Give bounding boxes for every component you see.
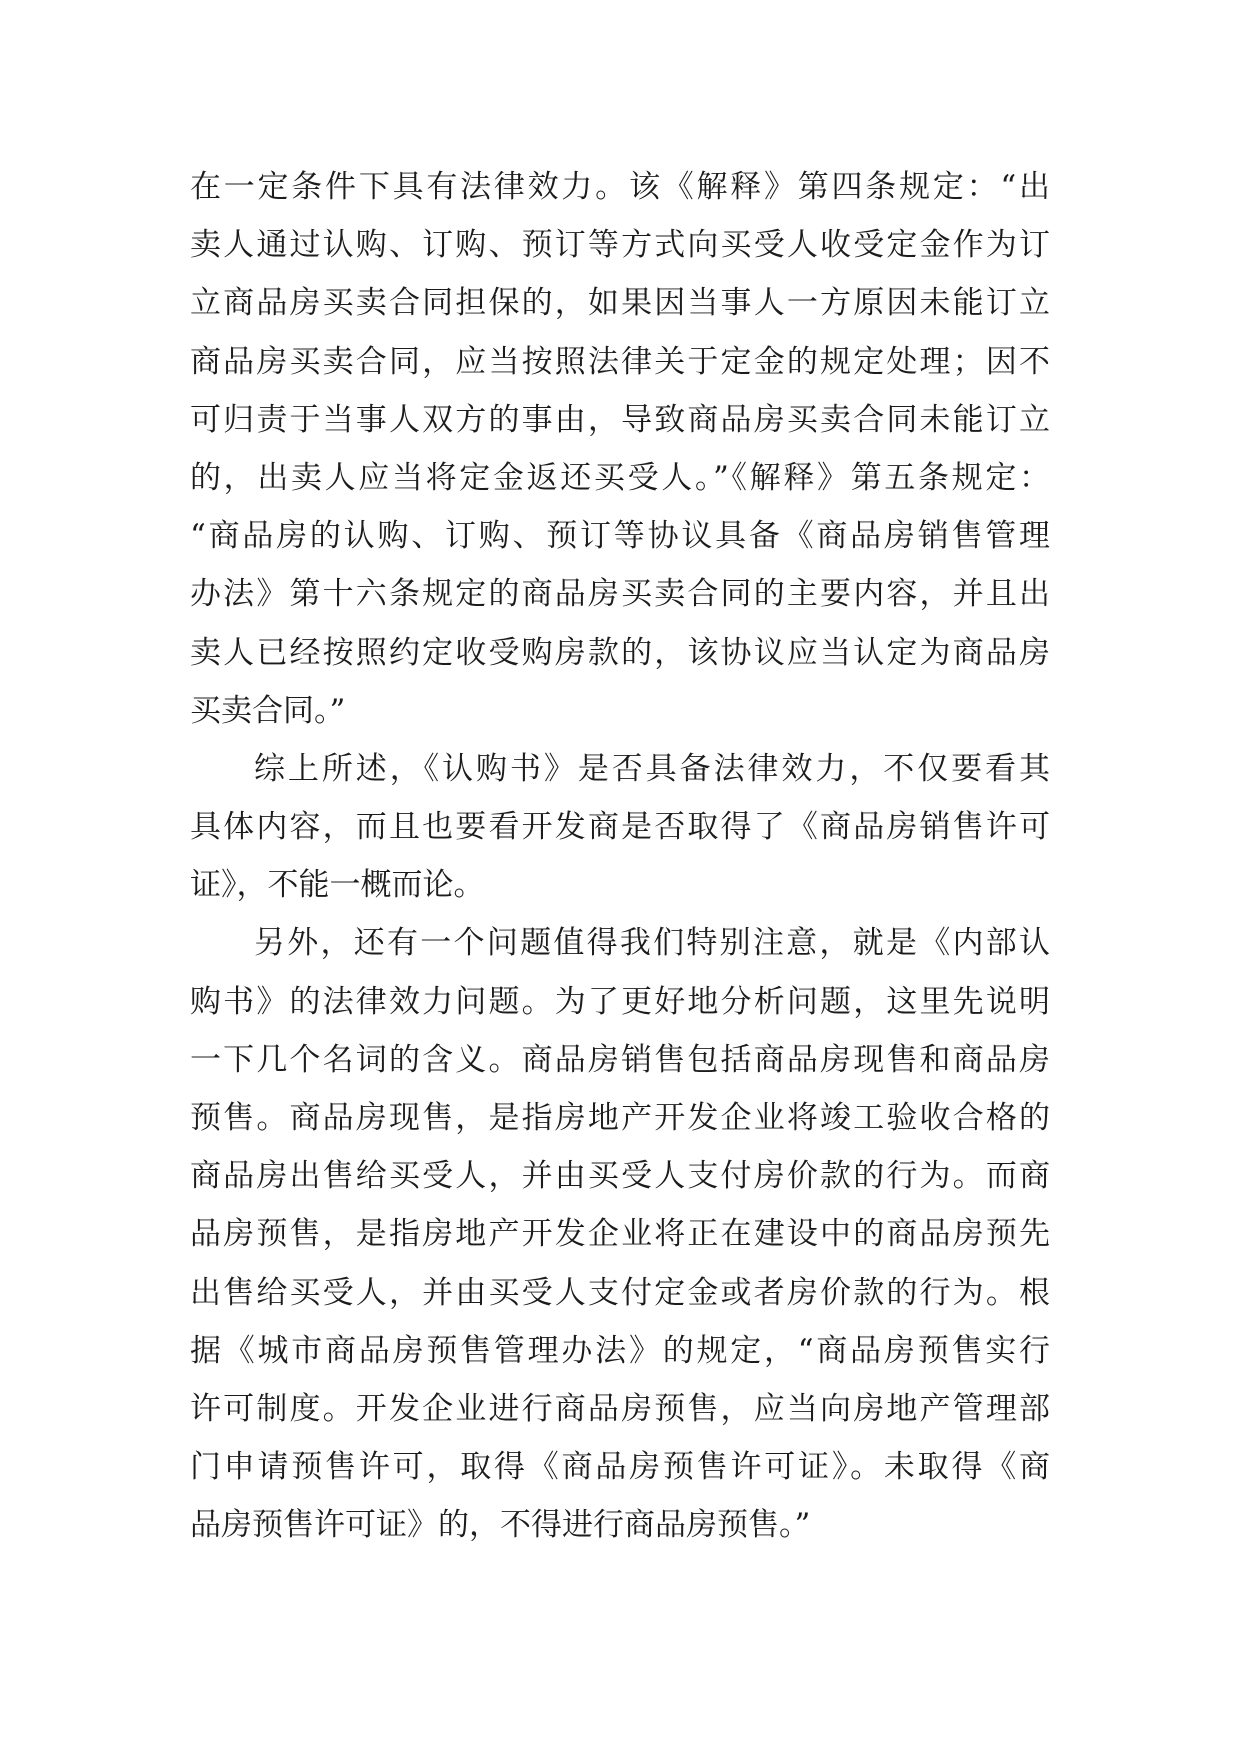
text-line: 具体内容，而且也要看开发商是否取得了《商品房销售许可 (190, 809, 1050, 846)
text-line: 综上所述，《认购书》是否具备法律效力，不仅要看其 (254, 750, 1050, 787)
text-line: 出售给买受人，并由买受人支付定金或者房价款的行为。根 (190, 1274, 1050, 1311)
text-line: 许可制度。开发企业进行商品房预售，应当向房地产管理部 (190, 1390, 1050, 1427)
text-line: 商品房买卖合同，应当按照法律关于定金的规定处理；因不 (190, 343, 1050, 380)
text-line: 另外，还有一个问题值得我们特别注意，就是《内部认 (254, 925, 1050, 962)
text-line: 卖人通过认购、订购、预订等方式向买受人收受定金作为订 (190, 227, 1050, 264)
text-line: 的，出卖人应当将定金返还买受人。”《解释》第五条规定： (190, 459, 1050, 496)
text-line: 品房预售，是指房地产开发企业将正在建设中的商品房预先 (190, 1216, 1050, 1253)
text-line: 证》，不能一概而论。 (190, 867, 485, 904)
text-line: 据《城市商品房预售管理办法》的规定，“商品房预售实行 (190, 1332, 1050, 1369)
text-line: 一下几个名词的含义。商品房销售包括商品房现售和商品房 (190, 1041, 1050, 1078)
text-line: 商品房出售给买受人，并由买受人支付房价款的行为。而商 (190, 1158, 1050, 1195)
text-line: 可归责于当事人双方的事由，导致商品房买卖合同未能订立 (190, 401, 1050, 438)
text-line: 品房预售许可证》的，不得进行商品房预售。” (190, 1507, 811, 1544)
text-line: 在一定条件下具有法律效力。该《解释》第四条规定：“出 (190, 169, 1050, 205)
text-line: 购书》的法律效力问题。为了更好地分析问题，这里先说明 (190, 983, 1050, 1020)
text-line: “商品房的认购、订购、预订等协议具备《商品房销售管理 (190, 518, 1050, 555)
text-line: 预售。商品房现售，是指房地产开发企业将竣工验收合格的 (190, 1100, 1050, 1136)
body-text (190, 158, 1050, 1555)
text-line: 办法》第十六条规定的商品房买卖合同的主要内容，并且出 (190, 576, 1050, 613)
text-line: 卖人已经按照约定收受购房款的，该协议应当认定为商品房 (190, 634, 1050, 671)
text-line: 立商品房买卖合同担保的，如果因当事人一方原因未能订立 (190, 285, 1050, 322)
text-line: 买卖合同。” (190, 692, 346, 729)
text-line: 门申请预售许可，取得《商品房预售许可证》。未取得《商 (190, 1449, 1050, 1486)
